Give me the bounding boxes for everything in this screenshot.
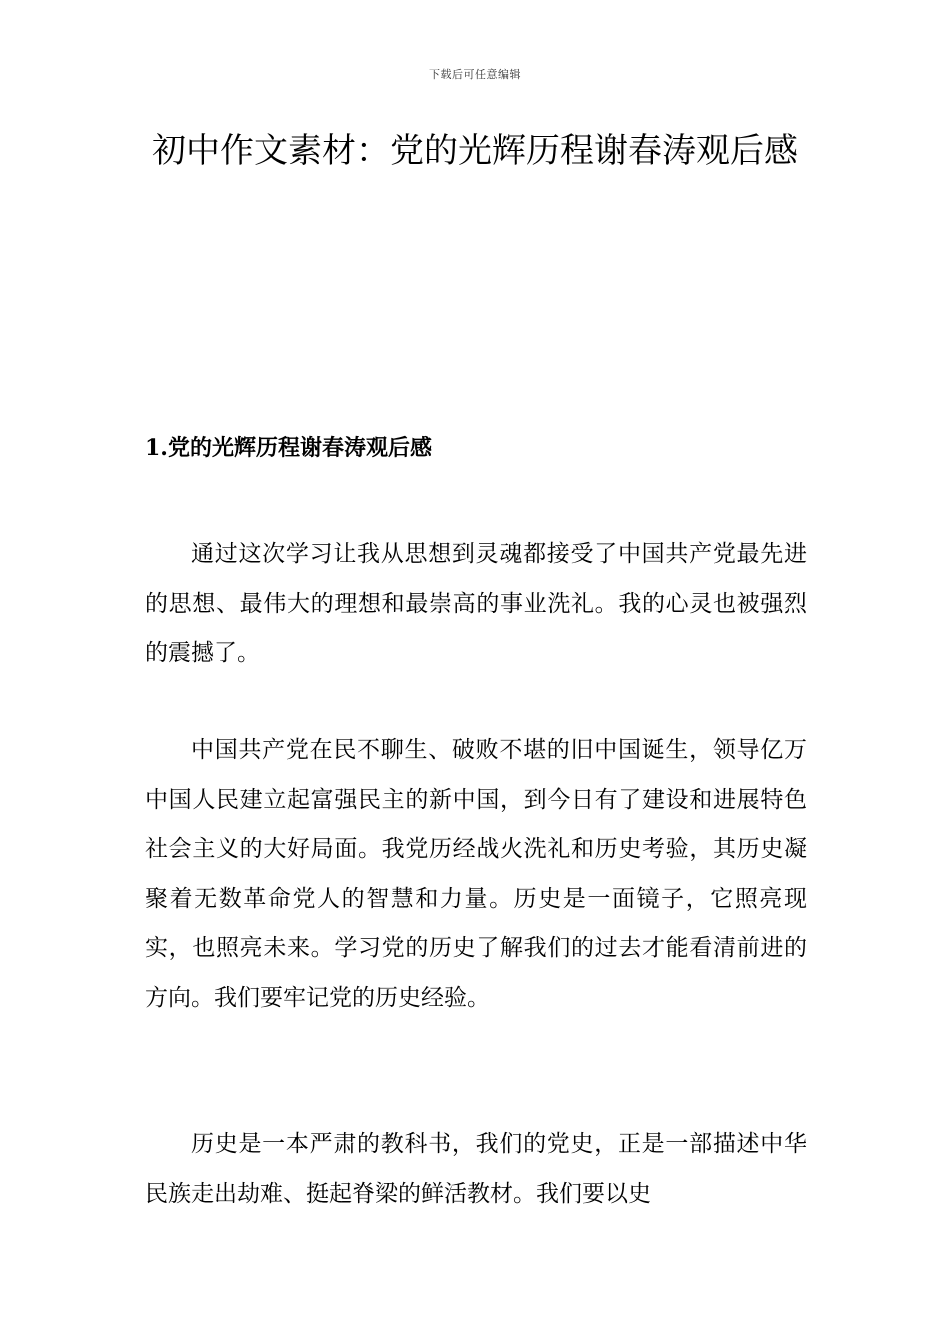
- header-note: 下载后可任意编辑: [429, 68, 521, 81]
- body-paragraph-1: 通过这次学习让我从思想到灵魂都接受了中国共产党最先进的思想、最伟大的理想和最崇高的事业洗礼。我的心灵也被强烈的震撼了。: [145, 541, 807, 666]
- section-heading: 1.党的光辉历程谢春涛观后感: [145, 435, 432, 461]
- body-paragraph-2: 中国共产党在民不聊生、破败不堪的旧中国诞生，领导亿万中国人民建立起富强民主的新中国，到今日有了建设和进展特色社会主义的大好局面。我党历经战火洗礼和历史考验，其历史凝聚着无数革命党人的智慧和力量。历史是一面镜子，它照亮现实，也照亮未来。学习党的历史了解我们的过去才能看清前进的方向。我们要牢记党的历史经验。: [145, 737, 807, 1011]
- document-title: 初中作文素材：党的光辉历程谢春涛观后感: [152, 131, 798, 171]
- body-paragraph-3: 历史是一本严肃的教科书，我们的党史，正是一部描述中华民族走出劫难、挺起脊梁的鲜活教材。我们要以史: [145, 1131, 807, 1207]
